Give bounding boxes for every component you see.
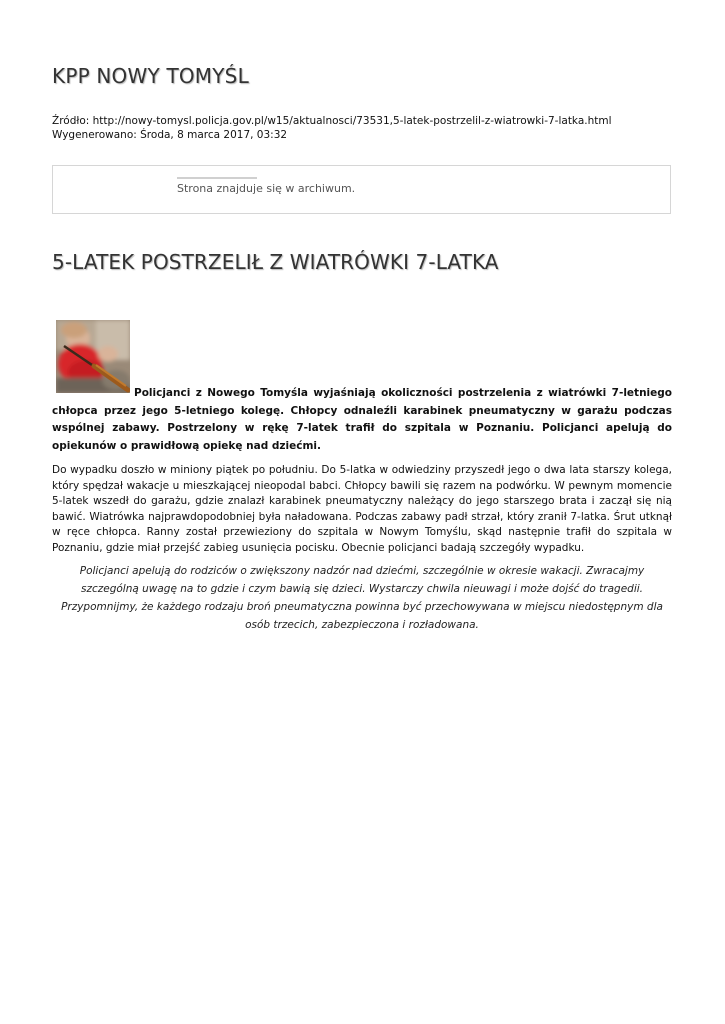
article-body: Do wypadku doszło w miniony piątek po południu. Do 5-latka w odwiedziny przyszedł jego o dwa lata starszy kolega, który spędzał wakacje u mieszkającej nieopodal babci. Chłopcy bawili się razem na podwórku. W pewnym momencie 5-latek wszedł do garażu, gdzie znalazł karabinek pneumatyczny należący do jego starszego brata i zaczął się nią bawić. Wiatrówka najprawdopodobniej była naładowana. Podczas zabawy padł strzał, który zranił 7-latka. Śrut utknął w ręce chłopca. Ranny został przewieziony do szpitala w Nowym Tomyślu, skąd następnie trafił do szpitala w Poznaniu, gdzie miał przejść zabieg usunięcia pocisku. Obecnie policjanci badają szczegóły wypadku. [52,464,672,554]
site-title: KPP NOWY TOMYŚL [52,64,249,88]
article-photo-icon [56,320,130,393]
article-lead: Policjanci z Nowego Tomyśla wyjaśniają okoliczności postrzelenia z wiatrówki 7-letniego chłopca przez jego 5-letniego kolegę. Chłopcy odnaleźli karabinek pneumatyczny w garażu podczas wspólnej zabawy. Postrzelony w rękę 7-latek trafił do szpitala w Poznaniu. Policjanci apelują do opiekunów o prawidłową opiekę nad dziećmi. [52,387,672,452]
generated-line: Wygenerowano: Środa, 8 marca 2017, 03:32 [52,129,288,141]
source-line: Źródło: http://nowy-tomysl.policja.gov.pl/w15/aktualnosci/73531,5-latek-postrzelil-z-wiatrowki-7-latka.html [52,115,612,127]
document-meta [52,114,612,142]
archive-notice-box [52,165,671,214]
article-title: 5-LATEK POSTRZELIŁ Z WIATRÓWKI 7-LATKA [52,250,499,274]
article-quote: Policjanci apelują do rodziców o zwiększony nadzór nad dziećmi, szczególnie w okresie wakacji. Zwracajmy szczególną uwagę na to gdzie i czym bawią się dzieci. Wystarczy chwila nieuwagi i może dojść do tragedii. Przypomnijmy, że każdego rodzaju broń pneumatyczna powinna być przechowywana w miejscu niedostępnym dla osób trzecich, zabezpieczona i rozładowana. [61,565,663,631]
archive-divider [177,177,257,179]
archive-notice-text: Strona znajduje się w archiwum. [177,182,356,195]
